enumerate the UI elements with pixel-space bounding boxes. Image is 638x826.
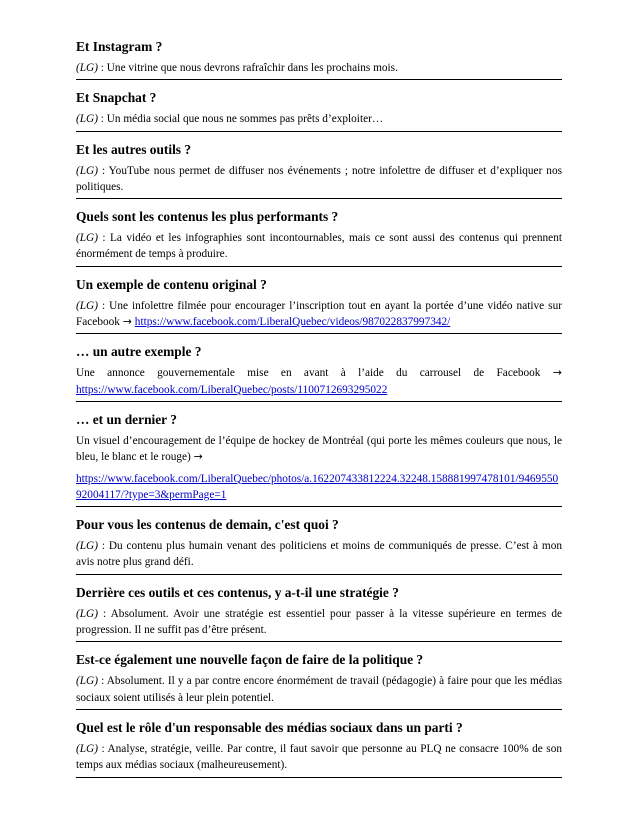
speaker-label: (LG) xyxy=(76,232,98,245)
answer-text xyxy=(76,673,562,706)
question-heading: Quel est le rôle d'un responsable des médias sociaux dans un parti ? xyxy=(76,719,463,735)
answer-body: : La vidéo et les infographies sont incontournables, mais ce sont aussi des contenus qui prennent énormément de temps à produire. xyxy=(76,232,562,261)
qa-item xyxy=(76,411,562,507)
question-heading: Derrière ces outils et ces contenus, y a-t-il une stratégie ? xyxy=(76,584,399,600)
speaker-label: (LG) xyxy=(76,742,98,755)
facebook-photo-link[interactable]: https://www.facebook.com/LiberalQuebec/photos/a.162207433812224.32248.158881997478101/946955092004117/?type=3&permPage=1 xyxy=(76,472,559,501)
question-heading: … et un dernier ? xyxy=(76,411,177,427)
answer-body: : Du contenu plus humain venant des politiciens et moins de communiqués de presse. C’est à mon avis notre plus grand défi. xyxy=(76,540,562,569)
answer-text xyxy=(76,741,562,774)
question-heading: Pour vous les contenus de demain, c'est quoi ? xyxy=(76,517,339,533)
qa-item xyxy=(76,89,562,131)
question-heading: Et Instagram ? xyxy=(76,39,163,54)
answer-text xyxy=(76,111,562,127)
document-page xyxy=(76,38,562,787)
facebook-video-link[interactable]: https://www.facebook.com/LiberalQuebec/videos/987022837997342/ xyxy=(134,316,451,329)
speaker-label: (LG) xyxy=(76,299,98,312)
qa-item xyxy=(76,584,562,643)
arrow-right-icon: → xyxy=(122,315,132,329)
speaker-label: (LG) xyxy=(76,62,98,74)
facebook-post-link[interactable]: https://www.facebook.com/LiberalQuebec/posts/1100712693295022 xyxy=(76,383,388,396)
answer-body: : YouTube nous permet de diffuser nos événements ; notre infolettre de diffuser et d’expliquer nos politiques. xyxy=(76,164,562,193)
answer-body: : Absolument. Il y a par contre encore énormément de travail (pédagogie) à faire pour que les médias sociaux soient utilisés à leur plein potentiel. xyxy=(76,675,562,704)
answer-body: : Absolument. Avoir une stratégie est essentiel pour passer à la vitesse supérieure en termes de progression. Il ne suffit pas d’être présent. xyxy=(76,607,562,637)
answer-text xyxy=(76,433,562,466)
qa-item xyxy=(76,719,562,778)
answer-text xyxy=(76,60,562,76)
qa-item xyxy=(76,38,562,80)
question-heading: … un autre exemple ? xyxy=(76,344,202,360)
arrow-right-icon: → xyxy=(552,366,562,380)
question-heading: Quels sont les contenus les plus performants ? xyxy=(76,209,339,225)
answer-body: Une annonce gouvernementale mise en avant à l’aide du carrousel de Facebook xyxy=(76,367,553,380)
arrow-right-icon: → xyxy=(193,450,203,464)
qa-item xyxy=(76,208,562,267)
question-heading: Un exemple de contenu original ? xyxy=(76,276,267,292)
speaker-label: (LG) xyxy=(76,164,98,177)
question-heading: Et Snapchat ? xyxy=(76,90,157,106)
answer-body: : Un média social que nous ne sommes pas prêts d’exploiter… xyxy=(97,113,384,126)
speaker-label: (LG) xyxy=(76,113,98,126)
answer-body: : Analyse, stratégie, veille. Par contre, il faut savoir que personne au PLQ ne consacre 100% de son temps aux médias sociaux (malheureusement). xyxy=(76,742,562,772)
qa-item xyxy=(76,276,562,335)
question-heading: Et les autres outils ? xyxy=(76,141,192,157)
answer-body: Un visuel d’encouragement de l’équipe de hockey de Montréal (qui porte les mêmes couleurs que nous, le bleu, le blanc et le rouge) xyxy=(76,434,562,464)
answer-body: : Une vitrine que nous devrons rafraîchir dans les prochains mois. xyxy=(97,62,398,74)
link-paragraph xyxy=(76,471,562,504)
answer-text xyxy=(76,298,562,331)
speaker-label: (LG) xyxy=(76,540,98,553)
speaker-label: (LG) xyxy=(76,675,98,688)
qa-item xyxy=(76,516,562,575)
qa-item xyxy=(76,141,562,200)
speaker-label: (LG) xyxy=(76,607,98,620)
answer-text xyxy=(76,163,562,196)
qa-item xyxy=(76,651,562,710)
question-heading: Est-ce également une nouvelle façon de faire de la politique ? xyxy=(76,652,424,668)
qa-item xyxy=(76,343,562,402)
answer-text xyxy=(76,230,562,263)
answer-body: : Une infolettre filmée pour encourager l’inscription tout en ayant la portée d’une vidéo native sur Facebook xyxy=(76,299,562,329)
answer-text xyxy=(76,365,562,398)
answer-text xyxy=(76,538,562,571)
answer-text xyxy=(76,606,562,639)
